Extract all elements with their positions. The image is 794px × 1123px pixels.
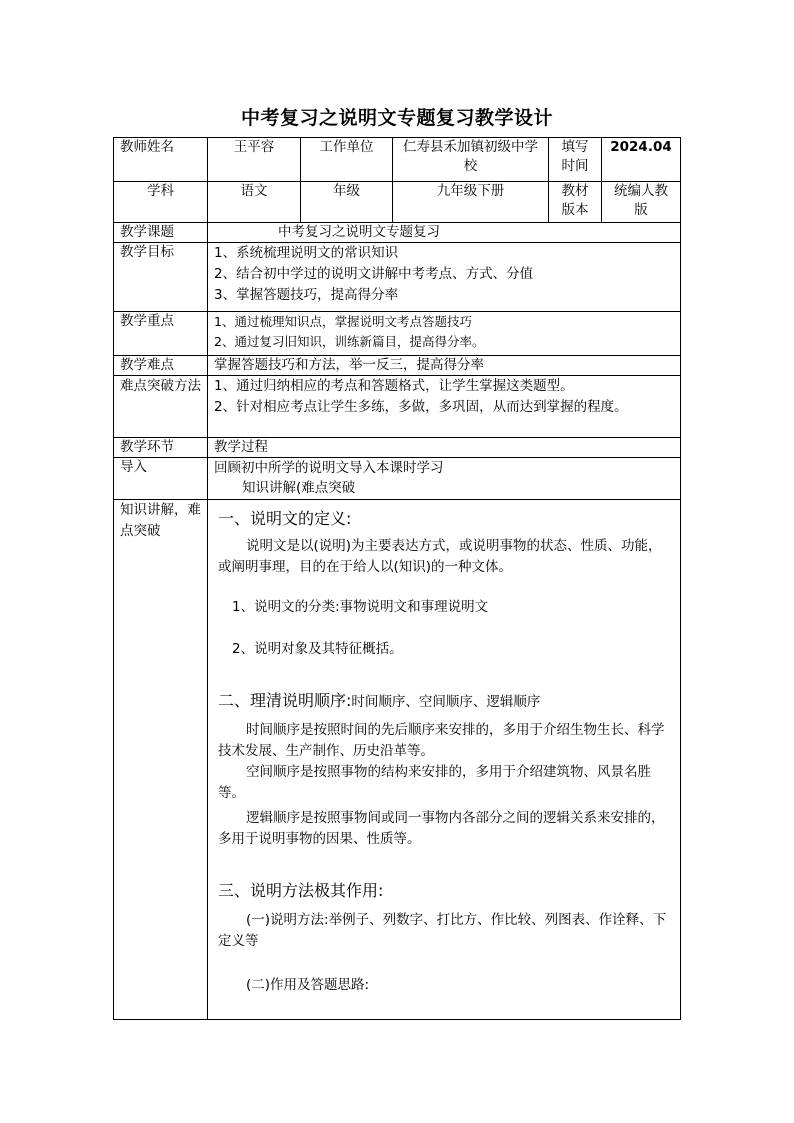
subject-label: 学科 (114, 182, 208, 223)
unit-value: 仁寿县禾加镇初级中学校 (393, 138, 549, 182)
breakthrough-label: 难点突破方法 (114, 376, 208, 438)
teacher-label: 教师姓名 (114, 138, 208, 182)
intro-line: 回顾初中所学的说明文导入本课时学习 (214, 460, 444, 476)
section-heading: 三、说明方法极其作用: (218, 881, 384, 900)
stage-value: 教学过程 (208, 438, 681, 458)
keypoint-item: 2、通过复习旧知识，训练新篇目，提高得分率。 (214, 334, 485, 349)
intro-line: 知识讲解(难点突破 (242, 480, 356, 496)
teacher-value: 王平容 (208, 138, 301, 182)
topic-row (114, 223, 681, 243)
section-heading-main: 二、理清说明顺序: (218, 691, 352, 710)
section-item: 1、说明文的分类:事物说明文和事理说明文 (232, 599, 489, 615)
section-heading (218, 690, 674, 713)
breakthrough-item: 2、针对相应考点让学生多练，多做，多巩固，从而达到掌握的程度。 (214, 399, 628, 415)
goal-item: 3、掌握答题技巧，提高得分率 (214, 287, 399, 303)
intro-label: 导入 (114, 458, 208, 500)
knowledge-cell (208, 500, 681, 1020)
topic-label: 教学课题 (114, 223, 208, 243)
difficulty-value: 掌握答题技巧和方法，举一反三，提高得分率 (208, 356, 681, 376)
section-heading-tail: 时间顺序、空间顺序、逻辑顺序 (351, 694, 541, 710)
section-paragraph: 空间顺序是按照事物的结构来安排的，多用于介绍建筑物、风景名胜等。 (218, 764, 651, 801)
keypoints-row (114, 312, 681, 356)
goal-item: 2、结合初中学过的说明文讲解中考考点、方式、分值 (214, 266, 534, 282)
stage-row (114, 438, 681, 458)
unit-label: 工作单位 (301, 138, 393, 182)
topic-value: 中考复习之说明文专题复习 (208, 223, 681, 243)
lesson-plan-table (113, 137, 681, 1020)
section-paragraph: (一)说明方法:举例子、列数字、打比方、作比较、列图表、作诠释、下定义等 (218, 912, 667, 949)
difficulty-label: 教学难点 (114, 356, 208, 376)
info-row-2 (114, 182, 681, 223)
keypoints-cell (208, 312, 681, 356)
edition-label: 教材版本 (549, 182, 602, 223)
breakthrough-cell (208, 376, 681, 438)
knowledge-label: 知识讲解，难点突破 (114, 500, 208, 1020)
date-label: 填写时间 (549, 138, 602, 182)
date-value: 2024.04 (602, 138, 681, 182)
keypoints-label: 教学重点 (114, 312, 208, 356)
knowledge-row (114, 500, 681, 1020)
section-paragraph: 时间顺序是按照时间的先后顺序来安排的，多用于介绍生物生长、科学技术发展、生产制作、历史沿革等。 (218, 722, 665, 759)
subject-value: 语文 (208, 182, 301, 223)
goals-cell (208, 243, 681, 312)
edition-value: 统编人教版 (602, 182, 681, 223)
goal-item: 1、系统梳理说明文的常识知识 (214, 245, 399, 261)
intro-cell (208, 458, 681, 500)
breakthrough-row (114, 376, 681, 438)
difficulty-row (114, 356, 681, 376)
section-paragraph: 逻辑顺序是按照事物间或同一事物内各部分之间的逻辑关系来安排的，多用于说明事物的因果、性质等。 (218, 810, 665, 847)
section-heading: 一、说明文的定义: (218, 509, 352, 528)
goals-label: 教学目标 (114, 243, 208, 312)
goals-row (114, 243, 681, 312)
stage-label: 教学环节 (114, 438, 208, 458)
info-row-1 (114, 138, 681, 182)
section-paragraph: (二)作用及答题思路: (246, 977, 370, 993)
breakthrough-item: 1、通过归纳相应的考点和答题格式，让学生掌握这类题型。 (214, 378, 574, 394)
section-item: 2、说明对象及其特征概括。 (232, 641, 403, 657)
intro-row (114, 458, 681, 500)
section-paragraph: 说明文是以(说明)为主要表达方式，或说明事物的状态、性质、功能，或阐明事理，目的在于给人以(知识)的一种文体。 (218, 538, 662, 575)
page-title: 中考复习之说明文专题复习教学设计 (240, 107, 553, 129)
grade-label: 年级 (301, 182, 393, 223)
keypoint-item: 1、通过梳理知识点，掌握说明文考点答题技巧 (214, 314, 472, 329)
grade-value: 九年级下册 (393, 182, 549, 223)
